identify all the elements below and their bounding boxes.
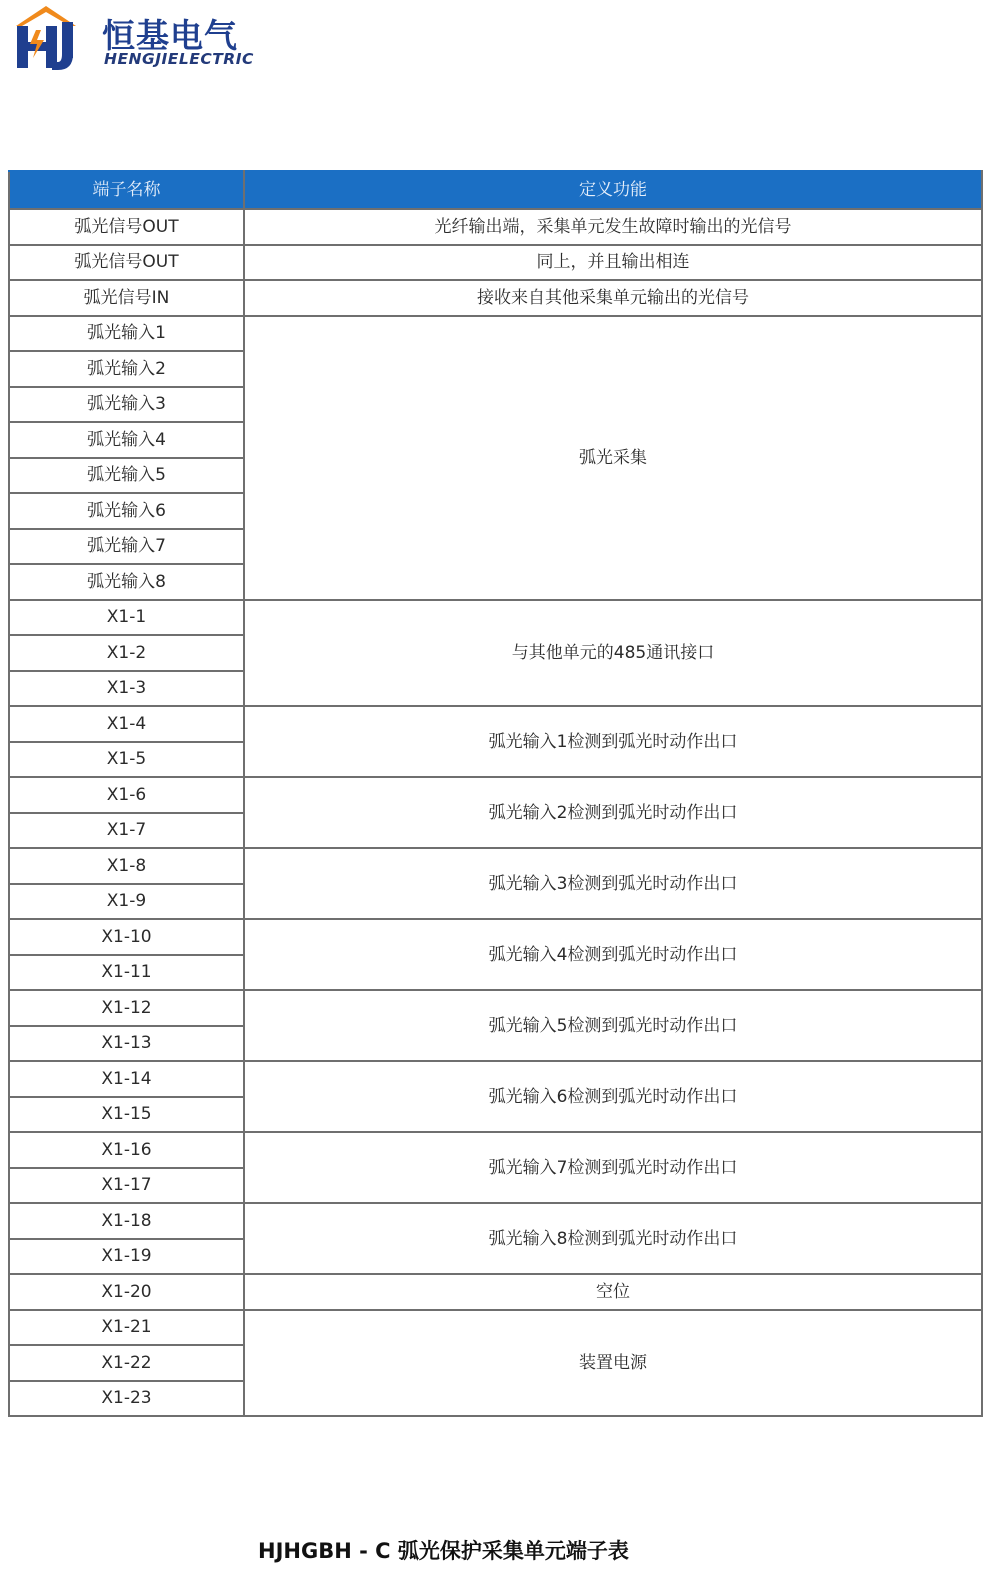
definition-cell: 同上，并且输出相连 [244,245,982,281]
terminal-name-cell: X1-7 [9,813,244,849]
definition-cell: 弧光输入7检测到弧光时动作出口 [244,1132,982,1203]
terminal-name-cell: 弧光输入4 [9,422,244,458]
terminal-name-cell: X1-13 [9,1026,244,1062]
terminal-name-cell: 弧光输入7 [9,529,244,565]
terminal-name-cell: X1-3 [9,671,244,707]
terminal-name-cell: X1-11 [9,955,244,991]
table-row [9,777,982,813]
terminal-name-cell: 弧光信号IN [9,280,244,316]
terminal-name-cell: 弧光输入3 [9,387,244,423]
hj-logo-icon [14,4,94,70]
definition-cell: 弧光输入3检测到弧光时动作出口 [244,848,982,919]
terminal-name-cell: 弧光输入2 [9,351,244,387]
company-logo [14,4,254,70]
terminal-name-cell: 弧光输入8 [9,564,244,600]
table-body [9,209,982,1416]
terminal-name-cell: X1-19 [9,1239,244,1275]
brand-name-chinese: 恒基电气 [102,16,238,55]
terminal-name-cell: X1-2 [9,635,244,671]
terminal-name-cell: X1-23 [9,1381,244,1417]
terminal-name-cell: X1-6 [9,777,244,813]
table-row [9,1310,982,1346]
terminal-table [8,170,983,1417]
definition-cell: 弧光采集 [244,316,982,600]
table-row [9,600,982,636]
terminal-name-cell: X1-17 [9,1168,244,1204]
definition-cell: 空位 [244,1274,982,1310]
terminal-name-cell: X1-5 [9,742,244,778]
terminal-name-cell: X1-15 [9,1097,244,1133]
header-definition: 定义功能 [244,171,982,209]
terminal-name-cell: 弧光信号OUT [9,245,244,281]
definition-cell: 弧光输入6检测到弧光时动作出口 [244,1061,982,1132]
terminal-name-cell: X1-9 [9,884,244,920]
terminal-name-cell: X1-12 [9,990,244,1026]
definition-cell: 弧光输入2检测到弧光时动作出口 [244,777,982,848]
table-row [9,280,982,316]
definition-cell: 光纤输出端，采集单元发生故障时输出的光信号 [244,209,982,245]
table-row [9,1132,982,1168]
definition-cell: 与其他单元的485通讯接口 [244,600,982,707]
terminal-name-cell: X1-21 [9,1310,244,1346]
definition-cell: 接收来自其他采集单元输出的光信号 [244,280,982,316]
table-row [9,706,982,742]
terminal-name-cell: X1-16 [9,1132,244,1168]
terminal-name-cell: X1-8 [9,848,244,884]
table-row [9,209,982,245]
terminal-name-cell: 弧光输入6 [9,493,244,529]
terminal-name-cell: 弧光输入5 [9,458,244,494]
terminal-name-cell: 弧光信号OUT [9,209,244,245]
definition-cell: 弧光输入5检测到弧光时动作出口 [244,990,982,1061]
table-row [9,316,982,352]
table-caption: HJHGBH - C 弧光保护采集单元端子表 [258,1539,629,1563]
terminal-name-cell: X1-10 [9,919,244,955]
table-row [9,1274,982,1310]
header-terminal-name: 端子名称 [9,171,244,209]
table-row [9,919,982,955]
terminal-name-cell: X1-4 [9,706,244,742]
terminal-name-cell: X1-1 [9,600,244,636]
definition-cell: 弧光输入8检测到弧光时动作出口 [244,1203,982,1274]
table-row [9,990,982,1026]
table-row [9,245,982,281]
terminal-name-cell: 弧光输入1 [9,316,244,352]
brand-name-english: HENGJIELECTRIC [104,50,254,68]
table-header-row [9,171,982,209]
table-row [9,848,982,884]
terminal-name-cell: X1-22 [9,1345,244,1381]
terminal-name-cell: X1-18 [9,1203,244,1239]
table-row [9,1061,982,1097]
definition-cell: 装置电源 [244,1310,982,1417]
terminal-name-cell: X1-20 [9,1274,244,1310]
table-row [9,1203,982,1239]
definition-cell: 弧光输入4检测到弧光时动作出口 [244,919,982,990]
terminal-name-cell: X1-14 [9,1061,244,1097]
definition-cell: 弧光输入1检测到弧光时动作出口 [244,706,982,777]
